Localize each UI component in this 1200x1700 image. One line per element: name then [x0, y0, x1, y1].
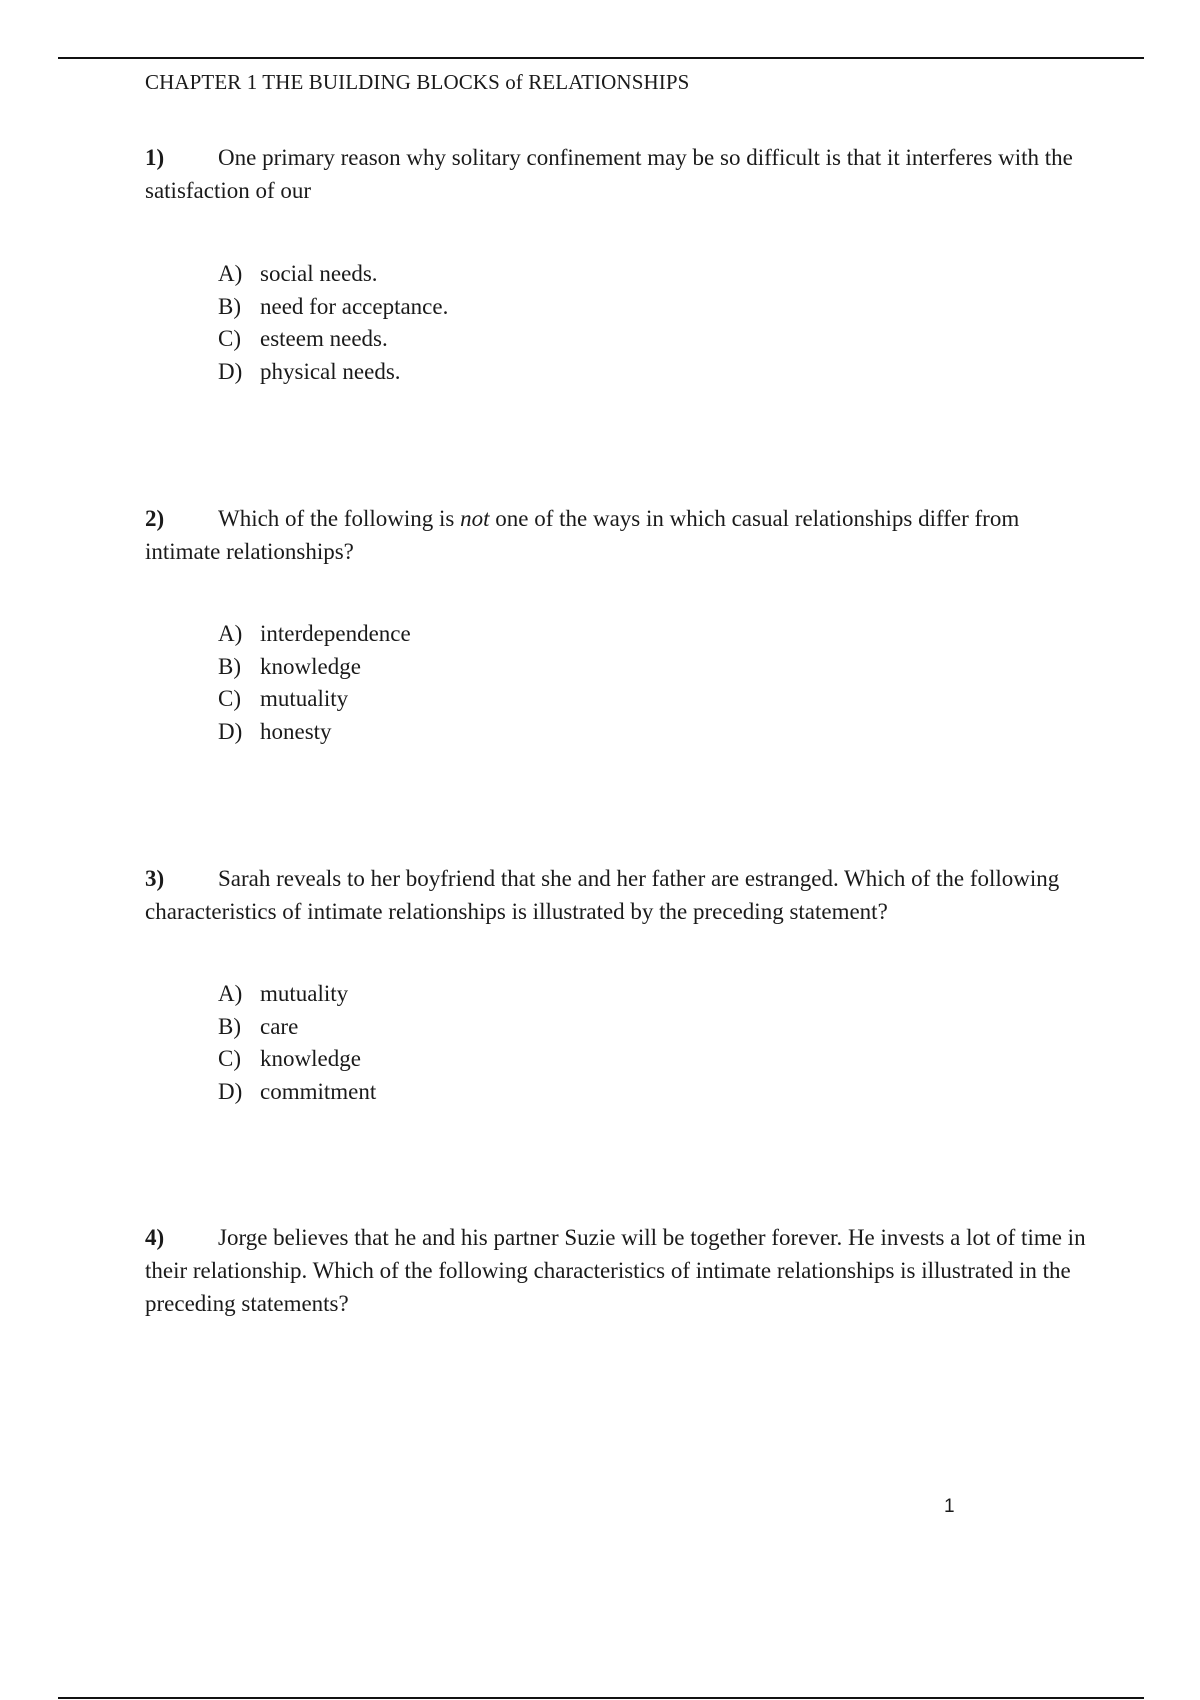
- page-number: 1: [944, 1496, 955, 1517]
- question-3-options: [218, 978, 376, 1108]
- option-d[interactable]: D) physical needs.: [218, 358, 401, 384]
- option-d[interactable]: D) honesty: [218, 718, 332, 744]
- option-b[interactable]: B) knowledge: [218, 653, 361, 679]
- question-text: Sarah reveals to her boyfriend that she and her father are estranged. Which of the following characteristics of intimate relationships is illustrated by the preceding statement?: [145, 866, 1060, 924]
- question-number: 4): [145, 1225, 165, 1250]
- question-1-options: [218, 258, 448, 388]
- top-rule: [58, 57, 1144, 59]
- option-c[interactable]: C) esteem needs.: [218, 326, 388, 351]
- question-text: One primary reason why solitary confinement may be so difficult is that it interferes with the satisfaction of our: [145, 145, 1073, 203]
- question-number: 1): [145, 145, 165, 170]
- chapter-title: CHAPTER 1 THE BUILDING BLOCKS of RELATIONSHIPS: [145, 70, 690, 94]
- option-d[interactable]: D) commitment: [218, 1078, 377, 1104]
- question-text: Jorge believes that he and his partner Suzie will be together forever. He invests a lot of time in their relationship. Which of the following characteristics of intimate relationships is illustrated in the preceding statements?: [145, 1225, 1086, 1316]
- question-text: Which of the following is: [218, 506, 461, 531]
- question-number: 3): [145, 866, 165, 891]
- question-emphasis: not: [460, 506, 490, 531]
- option-b[interactable]: B) need for acceptance.: [218, 293, 449, 319]
- question-2: [145, 502, 1095, 568]
- option-c[interactable]: C) mutuality: [218, 686, 349, 711]
- question-4: [145, 1221, 1095, 1320]
- option-a[interactable]: A) mutuality: [218, 981, 349, 1006]
- question-1: [145, 141, 1095, 207]
- question-3: [145, 862, 1095, 928]
- question-number: 2): [145, 506, 165, 531]
- question-2-options: [218, 618, 411, 748]
- question-text-continued: one of the ways in which casual relationships differ from intimate relationships?: [145, 506, 1020, 564]
- option-b[interactable]: B) care: [218, 1013, 299, 1039]
- bottom-rule: [58, 1697, 1144, 1699]
- option-a[interactable]: A) interdependence: [218, 621, 411, 646]
- option-c[interactable]: C) knowledge: [218, 1046, 361, 1071]
- option-a[interactable]: A) social needs.: [218, 261, 378, 286]
